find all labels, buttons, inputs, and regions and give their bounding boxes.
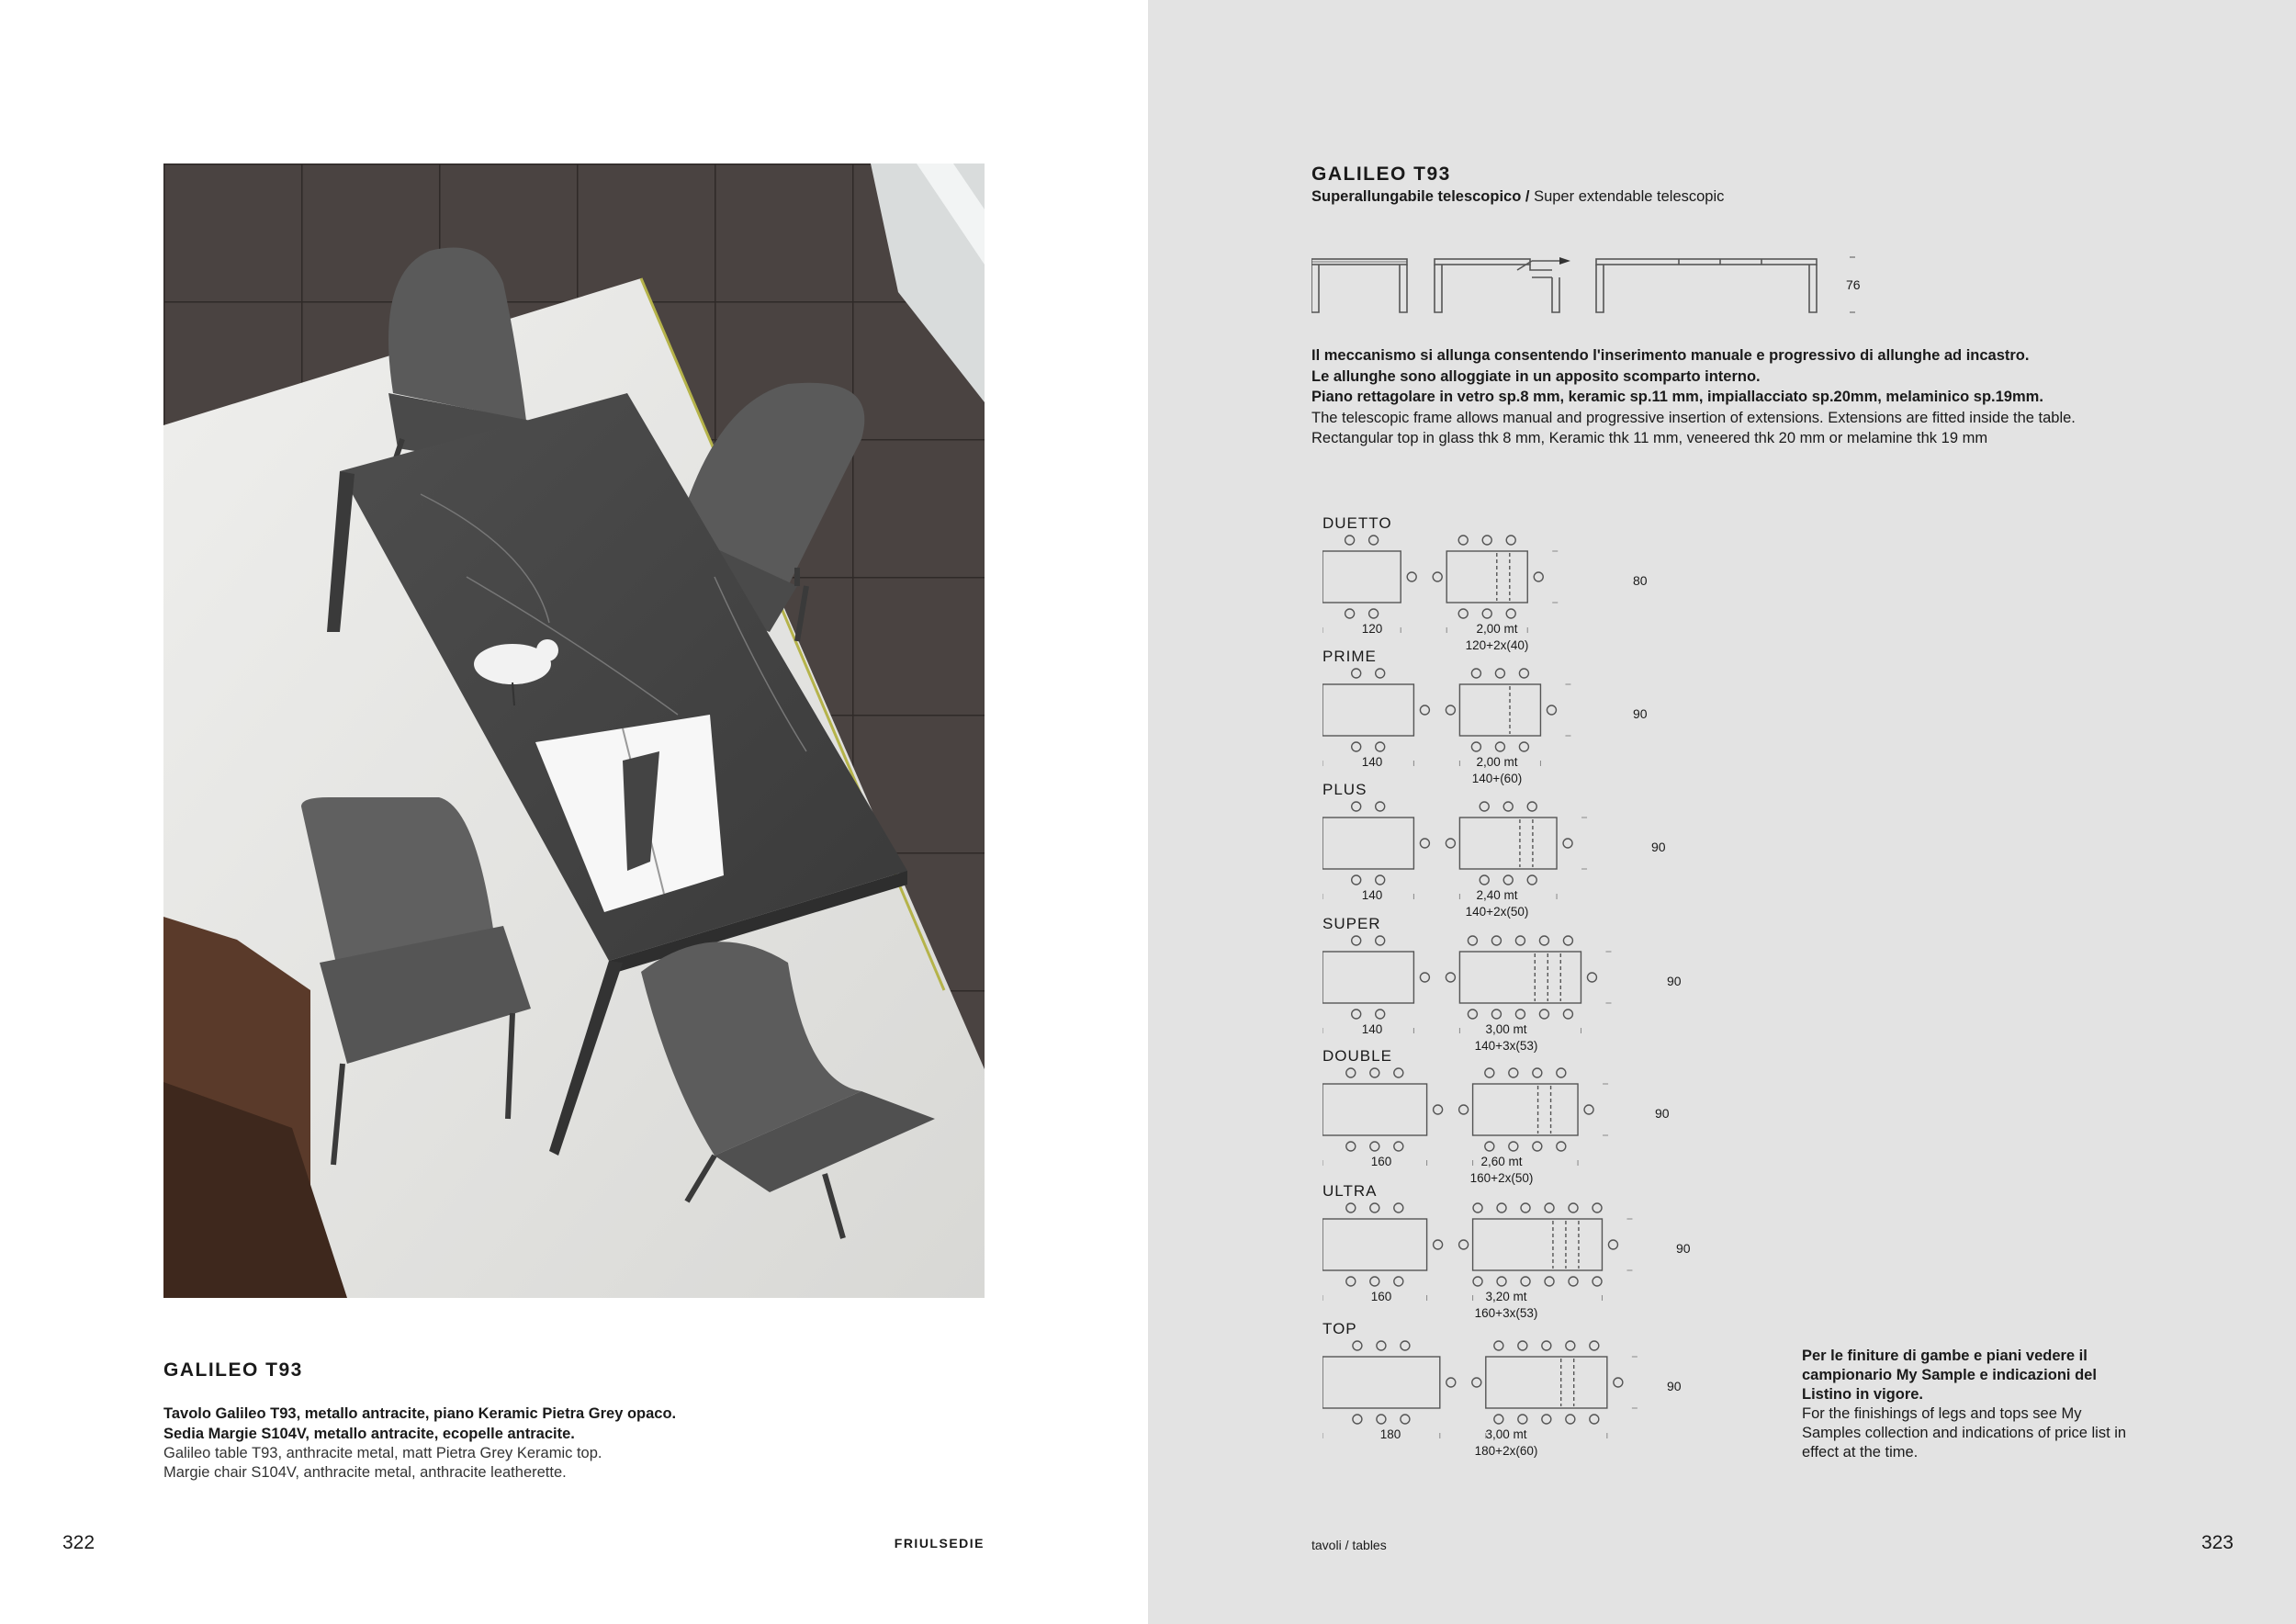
depth-label: 90 bbox=[1655, 1106, 1670, 1121]
model-name: PRIME bbox=[1322, 648, 1377, 665]
model-double bbox=[1322, 1047, 1837, 1185]
seat-marker bbox=[1542, 1415, 1551, 1424]
closed-table-outline bbox=[1322, 952, 1413, 1003]
desc-it-line-1: Il meccanismo si allunga consentendo l'inserimento manuale e progressivo di allunghe ad incastro. bbox=[1311, 347, 2030, 364]
seat-marker bbox=[1352, 875, 1361, 885]
product-photo bbox=[163, 164, 985, 1298]
seat-marker bbox=[1593, 1203, 1602, 1212]
dimension-ticks bbox=[1322, 1219, 1632, 1301]
closed-length-label: 140 bbox=[1361, 888, 1383, 902]
seat-marker bbox=[1497, 1203, 1506, 1212]
seat-marker bbox=[1506, 536, 1515, 545]
seat-marker bbox=[1458, 536, 1468, 545]
caption-it-line-1: Tavolo Galileo T93, metallo antracite, piano Keramic Pietra Grey opaco. bbox=[163, 1405, 677, 1422]
plan-shapes bbox=[1322, 936, 1596, 1019]
seat-marker bbox=[1352, 936, 1361, 945]
subtitle-separator: / bbox=[1521, 188, 1535, 205]
seat-marker bbox=[1376, 742, 1385, 751]
page-number-right: 323 bbox=[2200, 1532, 2234, 1553]
right-page bbox=[1148, 0, 2296, 1624]
seat-marker bbox=[1370, 1068, 1379, 1077]
dimension-ticks bbox=[1322, 818, 1587, 899]
closed-table-outline bbox=[1322, 684, 1413, 736]
seat-marker bbox=[1471, 742, 1480, 751]
height-label: 76 bbox=[1846, 277, 1861, 292]
open-table-outline bbox=[1459, 952, 1581, 1003]
depth-label: 90 bbox=[1676, 1241, 1691, 1256]
seat-marker bbox=[1394, 1277, 1403, 1286]
seat-marker bbox=[1542, 1341, 1551, 1350]
dimension-ticks bbox=[1322, 1357, 1638, 1438]
seat-marker bbox=[1539, 1009, 1548, 1019]
seat-marker bbox=[1377, 1341, 1386, 1350]
seat-marker bbox=[1346, 1277, 1356, 1286]
caption-en-line-1: Galileo table T93, anthracite metal, matt Pietra Grey Keramic top. bbox=[163, 1445, 602, 1461]
open-table-outline bbox=[1459, 684, 1540, 736]
seat-marker bbox=[1377, 1415, 1386, 1424]
end-seat-marker bbox=[1407, 572, 1416, 581]
end-seat-marker bbox=[1446, 1378, 1456, 1387]
closed-length-label: 160 bbox=[1370, 1155, 1392, 1168]
seat-marker bbox=[1521, 1277, 1530, 1286]
end-seat-marker bbox=[1446, 839, 1455, 848]
extension-formula: 140+2x(50) bbox=[1465, 905, 1529, 919]
model-name: SUPER bbox=[1322, 915, 1381, 932]
end-seat-marker bbox=[1420, 705, 1429, 715]
seat-marker bbox=[1352, 669, 1361, 678]
open-length-label: 2,00 mt bbox=[1476, 622, 1518, 636]
plan-shapes bbox=[1322, 802, 1572, 885]
plan-shapes bbox=[1322, 1068, 1593, 1151]
seat-marker bbox=[1471, 669, 1480, 678]
seat-marker bbox=[1515, 1009, 1525, 1019]
open-length-label: 3,20 mt bbox=[1485, 1290, 1527, 1303]
extension-formula: 180+2x(60) bbox=[1474, 1444, 1538, 1458]
telescopic-profile-drawing bbox=[1311, 241, 1881, 322]
seat-marker bbox=[1345, 609, 1355, 618]
table-plan-diagram bbox=[1322, 1066, 1671, 1167]
depth-label: 90 bbox=[1667, 1379, 1682, 1393]
closed-length-label: 180 bbox=[1379, 1427, 1401, 1441]
seat-marker bbox=[1352, 742, 1361, 751]
seat-marker bbox=[1352, 1009, 1361, 1019]
end-seat-marker bbox=[1459, 1105, 1469, 1114]
caption-en-line-2: Margie chair S104V, anthracite metal, anthracite leatherette. bbox=[163, 1464, 567, 1481]
seat-marker bbox=[1497, 1277, 1506, 1286]
seat-marker bbox=[1527, 875, 1536, 885]
seat-marker bbox=[1482, 536, 1491, 545]
seat-marker bbox=[1518, 1415, 1527, 1424]
end-seat-marker bbox=[1472, 1378, 1481, 1387]
desc-it-line-2: Le allunghe sono alloggiate in un apposito scomparto interno. bbox=[1311, 367, 1761, 385]
seat-marker bbox=[1353, 1415, 1362, 1424]
open-length-label: 2,00 mt bbox=[1476, 755, 1518, 769]
table-plan-diagram bbox=[1322, 666, 1671, 767]
model-duetto bbox=[1322, 514, 1837, 652]
seat-marker bbox=[1485, 1068, 1494, 1077]
seat-marker bbox=[1401, 1415, 1410, 1424]
closed-table-outline bbox=[1322, 818, 1413, 869]
depth-label: 80 bbox=[1633, 573, 1648, 588]
seat-marker bbox=[1563, 1009, 1572, 1019]
table-plan-diagram bbox=[1322, 533, 1671, 634]
model-ultra bbox=[1322, 1182, 1837, 1320]
seat-marker bbox=[1394, 1203, 1403, 1212]
closed-table-outline bbox=[1322, 1357, 1440, 1408]
seat-marker bbox=[1480, 875, 1489, 885]
seat-marker bbox=[1468, 1009, 1477, 1019]
seat-marker bbox=[1473, 1277, 1482, 1286]
note-en: For the finishings of legs and tops see My Samples collection and indications of price list in effect at the time. bbox=[1802, 1405, 2127, 1460]
seat-marker bbox=[1566, 1341, 1575, 1350]
seat-marker bbox=[1376, 802, 1385, 811]
model-plus bbox=[1322, 781, 1837, 919]
depth-label: 90 bbox=[1633, 706, 1648, 721]
seat-marker bbox=[1353, 1341, 1362, 1350]
closed-length-label: 120 bbox=[1361, 622, 1383, 636]
section-label: tavoli / tables bbox=[1311, 1538, 1387, 1552]
seat-marker bbox=[1503, 802, 1513, 811]
table-plan-diagram bbox=[1322, 799, 1671, 900]
seat-marker bbox=[1394, 1068, 1403, 1077]
end-seat-marker bbox=[1420, 973, 1429, 982]
seat-marker bbox=[1494, 1415, 1503, 1424]
caption-title: GALILEO T93 bbox=[163, 1359, 303, 1381]
end-seat-marker bbox=[1584, 1105, 1593, 1114]
seat-marker bbox=[1545, 1277, 1554, 1286]
seat-marker bbox=[1401, 1341, 1410, 1350]
seat-marker bbox=[1473, 1203, 1482, 1212]
dimension-ticks bbox=[1322, 684, 1570, 766]
seat-marker bbox=[1590, 1415, 1599, 1424]
depth-label: 90 bbox=[1651, 840, 1666, 854]
plan-shapes bbox=[1322, 1341, 1623, 1424]
extension-sequence-diagram bbox=[1311, 241, 1881, 318]
end-seat-marker bbox=[1446, 973, 1455, 982]
seat-marker bbox=[1376, 936, 1385, 945]
seat-marker bbox=[1468, 936, 1477, 945]
note-it: Per le finiture di gambe e piani vedere il campionario My Sample e indicazioni del Listino in vigore. bbox=[1802, 1348, 2097, 1403]
end-seat-marker bbox=[1433, 572, 1442, 581]
seat-marker bbox=[1370, 1203, 1379, 1212]
seat-marker bbox=[1480, 802, 1489, 811]
extension-formula: 160+2x(50) bbox=[1469, 1171, 1534, 1185]
seat-marker bbox=[1593, 1277, 1602, 1286]
desc-it-line-3: Piano rettagolare in vetro sp.8 mm, keramic sp.11 mm, impiallacciato sp.20mm, melaminico sp.19mm. bbox=[1311, 389, 2043, 405]
plan-shapes bbox=[1322, 1203, 1617, 1286]
seat-marker bbox=[1569, 1277, 1578, 1286]
extension-formula: 140+3x(53) bbox=[1474, 1039, 1538, 1053]
brand-name: FRIULSEDIE bbox=[894, 1536, 985, 1551]
end-seat-marker bbox=[1446, 705, 1455, 715]
plan-shapes bbox=[1322, 536, 1543, 618]
page-number-left: 322 bbox=[62, 1532, 96, 1553]
table-plan-diagram bbox=[1322, 933, 1671, 1034]
open-length-label: 3,00 mt bbox=[1485, 1427, 1527, 1441]
seat-marker bbox=[1394, 1142, 1403, 1151]
seat-marker bbox=[1515, 936, 1525, 945]
seat-marker bbox=[1503, 875, 1513, 885]
seat-marker bbox=[1376, 669, 1385, 678]
desc-en-line-2: Rectangular top in glass thk 8 mm, Keramic thk 11 mm, veneered thk 20 mm or melamine thk 19 mm bbox=[1311, 430, 1988, 446]
closed-length-label: 140 bbox=[1361, 755, 1383, 769]
model-top bbox=[1322, 1320, 1837, 1458]
finishes-note bbox=[1802, 1347, 2142, 1462]
seat-marker bbox=[1539, 936, 1548, 945]
seat-marker bbox=[1491, 1009, 1501, 1019]
seat-marker bbox=[1485, 1142, 1494, 1151]
open-table-outline bbox=[1459, 818, 1557, 869]
dining-scene-illustration bbox=[163, 164, 985, 1298]
seat-marker bbox=[1590, 1341, 1599, 1350]
end-seat-marker bbox=[1434, 1105, 1443, 1114]
model-name: PLUS bbox=[1322, 781, 1367, 798]
model-name: TOP bbox=[1322, 1320, 1357, 1337]
seat-marker bbox=[1569, 1203, 1578, 1212]
closed-table-outline bbox=[1322, 1219, 1427, 1270]
closed-length-label: 160 bbox=[1370, 1290, 1392, 1303]
end-seat-marker bbox=[1563, 839, 1572, 848]
open-length-label: 2,40 mt bbox=[1476, 888, 1518, 902]
end-seat-marker bbox=[1434, 1240, 1443, 1249]
extension-formula: 140+(60) bbox=[1471, 772, 1523, 785]
seat-marker bbox=[1491, 936, 1501, 945]
seat-marker bbox=[1376, 1009, 1385, 1019]
open-table-outline bbox=[1473, 1219, 1603, 1270]
extension-formula: 160+3x(53) bbox=[1474, 1306, 1538, 1320]
seat-marker bbox=[1509, 1142, 1518, 1151]
open-table-outline bbox=[1486, 1357, 1607, 1408]
seat-marker bbox=[1563, 936, 1572, 945]
extension-formula: 120+2x(40) bbox=[1465, 638, 1529, 652]
end-seat-marker bbox=[1547, 705, 1556, 715]
seat-marker bbox=[1369, 609, 1379, 618]
seat-marker bbox=[1545, 1203, 1554, 1212]
desc-en-line-1: The telescopic frame allows manual and progressive insertion of extensions. Extensions are fitted inside the table. bbox=[1311, 409, 2076, 426]
caption-it-line-2: Sedia Margie S104V, metallo antracite, ecopelle antracite. bbox=[163, 1426, 575, 1442]
seat-marker bbox=[1557, 1142, 1566, 1151]
seat-marker bbox=[1533, 1142, 1542, 1151]
seat-marker bbox=[1482, 609, 1491, 618]
seat-marker bbox=[1370, 1277, 1379, 1286]
open-length-label: 2,60 mt bbox=[1480, 1155, 1523, 1168]
model-super bbox=[1322, 915, 1837, 1053]
seat-marker bbox=[1495, 669, 1504, 678]
end-seat-marker bbox=[1614, 1378, 1623, 1387]
seat-marker bbox=[1566, 1415, 1575, 1424]
closed-length-label: 140 bbox=[1361, 1022, 1383, 1036]
open-table-outline bbox=[1446, 551, 1527, 603]
end-seat-marker bbox=[1587, 973, 1596, 982]
depth-label: 90 bbox=[1667, 974, 1682, 988]
seat-marker bbox=[1509, 1068, 1518, 1077]
seat-marker bbox=[1519, 742, 1528, 751]
end-seat-marker bbox=[1608, 1240, 1617, 1249]
subtitle-it: Superallungabile telescopico bbox=[1311, 188, 1522, 205]
dimension-ticks bbox=[1322, 952, 1611, 1033]
end-seat-marker bbox=[1459, 1240, 1469, 1249]
model-name: DUETTO bbox=[1322, 514, 1392, 532]
product-title: GALILEO T93 bbox=[1311, 164, 1451, 185]
seat-marker bbox=[1494, 1341, 1503, 1350]
seat-marker bbox=[1369, 536, 1379, 545]
seat-marker bbox=[1376, 875, 1385, 885]
plan-shapes bbox=[1322, 669, 1556, 751]
closed-table-outline bbox=[1322, 1084, 1427, 1135]
photo-caption bbox=[163, 1359, 861, 1483]
seat-marker bbox=[1527, 802, 1536, 811]
product-subtitle bbox=[1311, 188, 1724, 206]
seat-marker bbox=[1458, 609, 1468, 618]
model-name: ULTRA bbox=[1322, 1182, 1378, 1200]
seat-marker bbox=[1506, 609, 1515, 618]
dimension-ticks bbox=[1322, 1084, 1608, 1166]
seat-marker bbox=[1346, 1068, 1356, 1077]
seat-marker bbox=[1352, 802, 1361, 811]
seat-marker bbox=[1346, 1142, 1356, 1151]
product-description bbox=[1311, 345, 2131, 449]
open-table-outline bbox=[1473, 1084, 1578, 1135]
seat-marker bbox=[1533, 1068, 1542, 1077]
end-seat-marker bbox=[1534, 572, 1543, 581]
model-prime bbox=[1322, 648, 1837, 785]
table-plan-diagram bbox=[1322, 1201, 1671, 1302]
seat-marker bbox=[1519, 669, 1528, 678]
seat-marker bbox=[1346, 1203, 1356, 1212]
seat-marker bbox=[1370, 1142, 1379, 1151]
subtitle-en: Super extendable telescopic bbox=[1534, 188, 1725, 205]
dimension-ticks bbox=[1322, 551, 1558, 633]
seat-marker bbox=[1557, 1068, 1566, 1077]
seat-marker bbox=[1521, 1203, 1530, 1212]
table-plan-diagram bbox=[1322, 1338, 1671, 1439]
open-length-label: 3,00 mt bbox=[1485, 1022, 1527, 1036]
seat-marker bbox=[1495, 742, 1504, 751]
seat-marker bbox=[1518, 1341, 1527, 1350]
seat-marker bbox=[1345, 536, 1355, 545]
end-seat-marker bbox=[1420, 839, 1429, 848]
model-name: DOUBLE bbox=[1322, 1047, 1392, 1065]
closed-table-outline bbox=[1322, 551, 1401, 603]
